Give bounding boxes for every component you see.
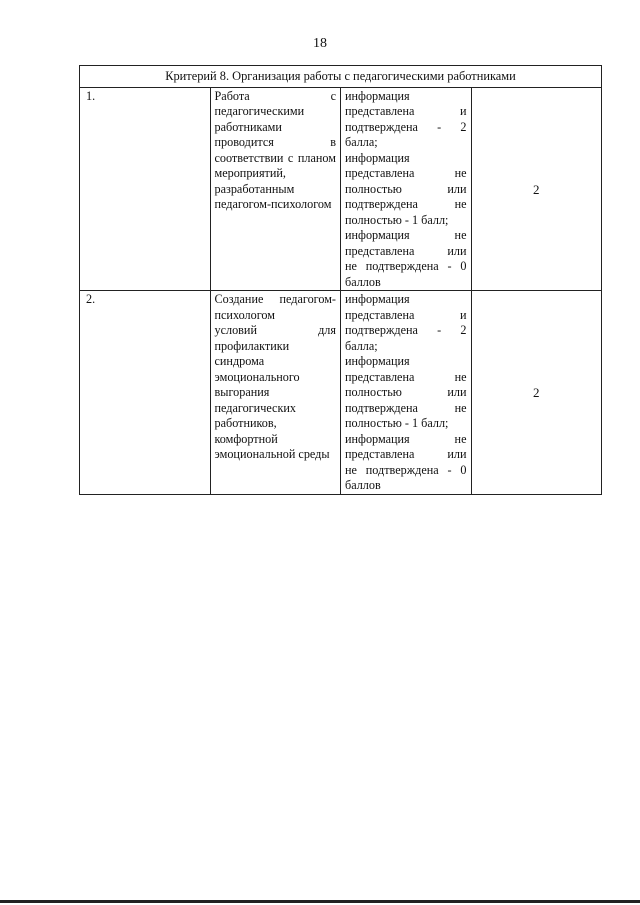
- criteria-line: не подтверждена - 0 баллов: [345, 462, 467, 492]
- page-number: 18: [313, 36, 327, 51]
- description-line: соответствии с планом: [214, 150, 336, 165]
- criteria-line: подтверждена - 2 балла;: [345, 323, 467, 353]
- criteria-line: информация представлена не: [345, 150, 467, 180]
- criteria-line: информация не представлена или: [345, 228, 467, 258]
- table-header-row: [80, 66, 602, 88]
- table-row: [80, 87, 602, 291]
- criteria-line: подтверждена - 2 балла;: [345, 119, 467, 149]
- description-line: синдрома эмоционального: [214, 354, 300, 384]
- table-row: [80, 291, 602, 495]
- row-criteria: [341, 291, 472, 495]
- row-description: [210, 87, 341, 291]
- criteria-line: информация представлена и: [345, 88, 467, 118]
- row-score: 2: [471, 87, 602, 291]
- row-criteria: [341, 87, 472, 291]
- criteria-line: информация не представлена или: [345, 431, 467, 461]
- criteria-line: полностью или подтверждена не: [345, 181, 467, 211]
- criterion-header: Критерий 8. Организация работы с педагогическими работниками: [80, 66, 602, 88]
- criteria-line: полностью или подтверждена не: [345, 385, 467, 415]
- criteria-line: не подтверждена - 0 баллов: [345, 259, 467, 289]
- criteria-line: полностью - 1 балл;: [345, 416, 449, 430]
- criteria-line: информация представлена и: [345, 292, 467, 322]
- description-line: работников, комфортной: [214, 416, 278, 446]
- criteria-line: информация представлена не: [345, 354, 467, 384]
- criteria-table: [79, 65, 602, 495]
- row-score: 2: [471, 291, 602, 495]
- description-line: мероприятий, разработанным: [214, 166, 295, 196]
- description-line: работниками проводится в: [214, 119, 336, 149]
- row-number: 1.: [80, 87, 211, 291]
- description-line: эмоциональной среды: [214, 447, 330, 461]
- row-description: [210, 291, 341, 495]
- page-bottom-edge: [0, 900, 640, 903]
- criteria-line: полностью - 1 балл;: [345, 212, 449, 227]
- description-line: условий для профилактики: [214, 323, 336, 353]
- description-line: выгорания педагогических: [214, 385, 296, 415]
- description-line: Работа с педагогическими: [214, 88, 336, 118]
- description-line: Создание педагогом-психологом: [214, 292, 336, 322]
- row-number: 2.: [80, 291, 211, 495]
- description-line: педагогом-психологом: [214, 197, 332, 211]
